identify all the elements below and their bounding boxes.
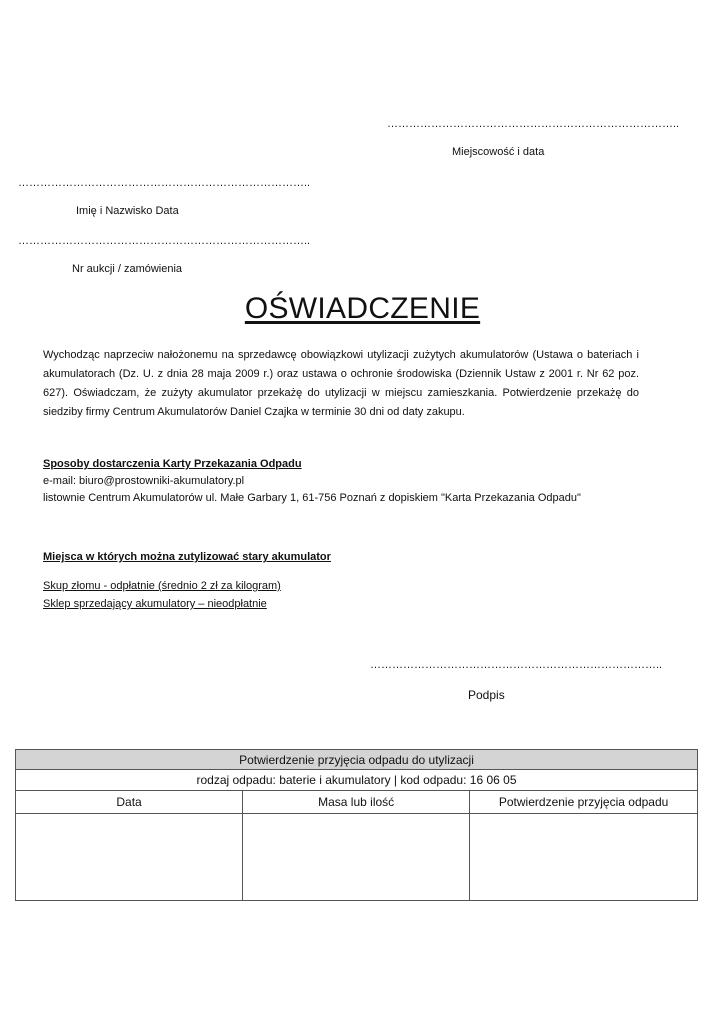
name-label: Imię i Nazwisko Data (76, 205, 179, 217)
delivery-email-line: e-mail: biuro@prostowniki-akumulatory.pl (43, 475, 245, 487)
document-title: OŚWIADCZENIE (244, 292, 481, 325)
waste-confirmation-table (15, 749, 698, 901)
date-entry-cell[interactable] (16, 814, 243, 901)
signature-dotted-line: …………………………………………………………………….. (370, 659, 663, 671)
signature-label: Podpis (468, 688, 505, 702)
mass-entry-cell[interactable] (243, 814, 470, 901)
table-row (16, 814, 698, 901)
column-header-date: Data (16, 791, 243, 814)
table-header-row (16, 791, 698, 814)
disposal-place-item: Skup złomu - odpłatnie (średnio 2 zł za kilogram) (43, 580, 281, 592)
place-date-label: Miejscowość i data (452, 146, 545, 158)
order-number-dotted-line: …………………………………………………………………….. (18, 235, 311, 247)
order-number-label: Nr aukcji / zamówienia (72, 263, 183, 275)
name-dotted-line: …………………………………………………………………….. (18, 177, 311, 189)
confirmation-entry-cell[interactable] (470, 814, 698, 901)
statement-paragraph: Wychodząc naprzeciw nałożonemu na sprzedawcę obowiązkowi utylizacji zużytych akumulatorów (Ustawa o bateriach i akumulatorach (Dz. U. z dnia 28 maja 2009 r.) oraz ustawa o ochronie środowiska (Dziennik Ustaw z 2001 r. Nr 62 poz. 627). Oświadczam, że zużyty akumulator przekażę do utylizacji w miejscu zamieszkania. Potwierdzenie przekażę do siedziby firmy Centrum Akumulatorów Daniel Czajka w terminie 30 dni od daty zakupu. (43, 349, 639, 418)
table-title-row (16, 750, 698, 770)
disposal-place-item: Sklep sprzedający akumulatory – nieodpłatnie (43, 598, 267, 610)
table-waste-type-row (16, 770, 698, 791)
column-header-confirmation: Potwierdzenie przyjęcia odpadu (470, 791, 698, 814)
disposal-places-heading: Miejsca w których można zutylizować stary akumulator (43, 551, 331, 563)
delivery-post-line: listownie Centrum Akumulatorów ul. Małe Garbary 1, 61-756 Poznań z dopiskiem "Karta Przekazania Odpadu" (43, 492, 581, 504)
waste-type-cell: rodzaj odpadu: baterie i akumulatory | kod odpadu: 16 06 05 (16, 770, 698, 791)
place-date-dotted-line: …………………………………………………………………….. (387, 118, 680, 130)
table-title: Potwierdzenie przyjęcia odpadu do utylizacji (16, 750, 698, 770)
delivery-methods-heading: Sposoby dostarczenia Karty Przekazania Odpadu (43, 458, 302, 470)
column-header-mass: Masa lub ilość (243, 791, 470, 814)
